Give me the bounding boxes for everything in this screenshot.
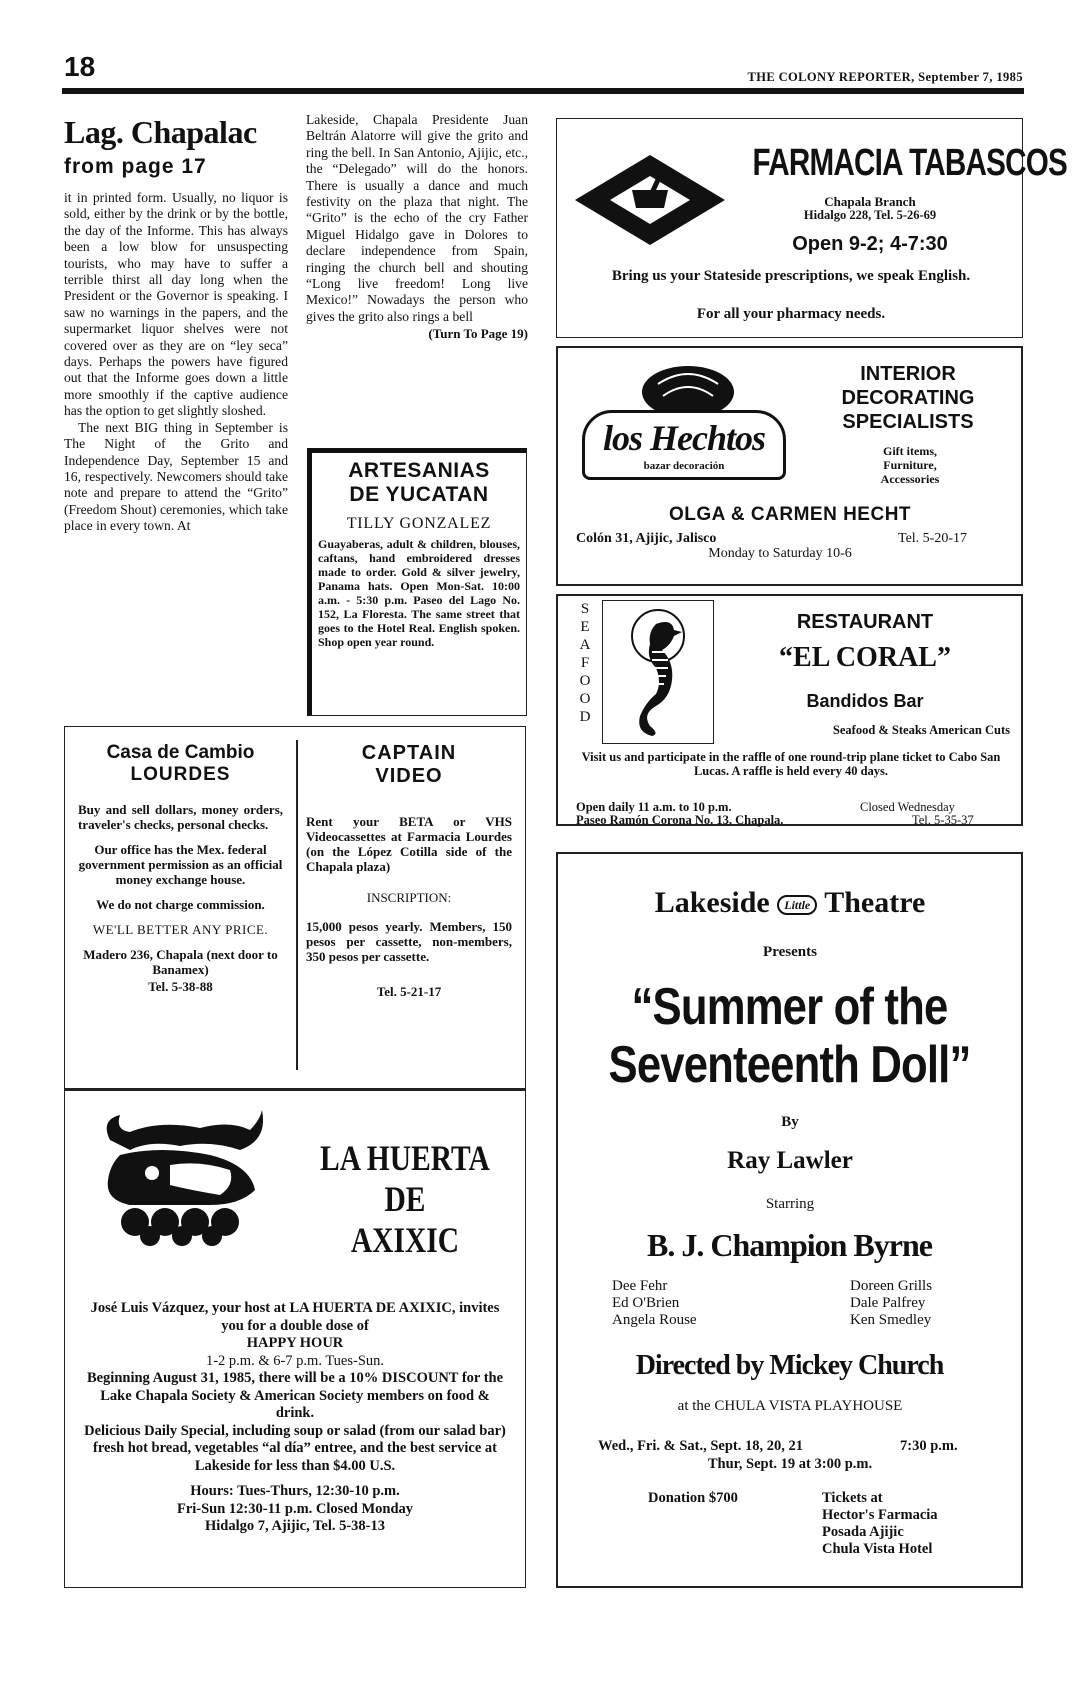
- article-headline: Lag. Chapalac: [64, 114, 257, 150]
- cambio-p1: Buy and sell dollars, money orders, traveler's checks, personal checks.: [78, 802, 283, 832]
- decorating-title-3: SPECIALISTS: [842, 411, 974, 433]
- decorating-logo-sub: bazar decoración: [643, 460, 725, 472]
- decorating-logo-text: los Hechtos: [602, 418, 765, 458]
- huerta-title: [300, 1138, 510, 1261]
- theatre-play-title-1: “Summer of the: [631, 978, 948, 1036]
- theatre-logo-center: Little: [777, 895, 817, 915]
- theatre-play-title-2: Seventeenth Doll”: [608, 1036, 971, 1094]
- farmacia-address: Hidalgo 228, Tel. 5-26-69: [803, 208, 937, 222]
- masthead-rule: [62, 88, 1024, 94]
- restaurant-address: Paseo Ramón Corona No. 13, Chapala.: [576, 813, 784, 827]
- seahorse-icon: [612, 606, 704, 740]
- theatre-by: By: [781, 1114, 799, 1130]
- cambio-title-1: Casa de Cambio: [106, 742, 255, 763]
- article-column-2: [306, 112, 528, 343]
- theatre-author: Ray Lawler: [727, 1147, 853, 1174]
- video-p2: 15,000 pesos yearly. Members, 150 pesos per cassette, non-members, 350 pesos per cassette.: [306, 919, 512, 964]
- theatre-logo: [580, 886, 1000, 922]
- decorating-phone: Tel. 5-20-17: [898, 531, 968, 546]
- farmacia-title: FARMACIA TABASCOS: [752, 142, 1067, 184]
- theatre-venue: at the CHULA VISTA PLAYHOUSE: [677, 1398, 903, 1414]
- article-paragraph: The next BIG thing in September is The Night of the Grito and Independence Day, September 15 and 16, respectively. Newcomers should take note and prepare to attend the “Grito” (Freedom Shout) ceremonies, which take place in every town. At: [64, 419, 288, 534]
- column-divider: [296, 740, 298, 1070]
- video-phone: Tel. 5-21-17: [376, 984, 442, 999]
- tickets-line: Chula Vista Hotel: [822, 1541, 933, 1557]
- turn-to-page: (Turn To Page 19): [428, 326, 528, 342]
- restaurant-name: “EL CORAL”: [779, 642, 951, 673]
- cast-member: Doreen Grills: [850, 1278, 933, 1294]
- decorating-address: Colón 31, Ajijic, Jalisco: [576, 531, 717, 546]
- article-continued: from page 17: [64, 155, 207, 178]
- farmacia-hours: Open 9-2; 4-7:30: [792, 233, 948, 255]
- theatre-director: Directed by Mickey Church: [635, 1350, 944, 1381]
- theatre-cast-left: [612, 1278, 697, 1329]
- restaurant-vertical-word: SEA FOOD: [579, 601, 591, 725]
- ad-artesanias: [307, 448, 527, 716]
- decorating-logo: [574, 364, 794, 494]
- cambio-p3: We do not charge commission.: [96, 897, 265, 912]
- theatre-donation: Donation $700: [648, 1490, 738, 1506]
- tickets-line: Hector's Farmacia: [822, 1507, 938, 1523]
- decorating-item: Accessories: [880, 472, 940, 486]
- pharmacy-mortar-icon: [570, 150, 730, 250]
- decorating-items: [830, 444, 990, 486]
- theatre-time-1: 7:30 p.m.: [900, 1438, 958, 1454]
- restaurant-title: RESTAURANT: [796, 611, 934, 633]
- huerta-address: Hidalgo 7, Ajijic, Tel. 5-38-13: [204, 1518, 386, 1534]
- tickets-line: Tickets at: [822, 1490, 883, 1506]
- theatre-star: B. J. Champion Byrne: [647, 1227, 932, 1263]
- publication-line: THE COLONY REPORTER, September 7, 1985: [747, 70, 1023, 84]
- theatre-dates-2: Thur, Sept. 19 at 3:00 p.m.: [707, 1456, 873, 1472]
- ad-theatre: [556, 852, 1023, 1588]
- huerta-happy-hour: HAPPY HOUR: [246, 1335, 344, 1351]
- restaurant-open: Open daily 11 a.m. to 10 p.m.: [576, 800, 732, 814]
- restaurant-phone: Tel. 5-35-37: [912, 813, 974, 827]
- article-paragraph: Lakeside, Chapala Presidente Juan Beltrán Alatorre will give the grito and ring the bell. In San Antonio, Ajijic, etc., the “Delegado” will do the honors. There is usually a dance and much festivity on the plaza that night. The “Grito” is the echo of the cry Father Miguel Hidalgo gave in Dolores to declare independence from Spain, ringing the church bell and shouting “Long live freedom! Long live Mexico!” Nowadays the person who gives the grito also rings a bell: [306, 112, 528, 324]
- cambio-address: Madero 236, Chapala (next door to Banamex): [83, 947, 278, 977]
- video-title-1: CAPTAIN: [361, 742, 457, 764]
- huerta-intro: José Luis Vázquez, your host at LA HUERTA DE AXIXIC, invites you for a double dose of: [90, 1300, 500, 1334]
- video-title-2: VIDEO: [375, 765, 443, 787]
- huerta-discount: Beginning August 31, 1985, there will be a 10% DISCOUNT for the Lake Chapala Society & American Society members on food & drink.: [86, 1370, 504, 1421]
- video-inscription: INSCRIPTION:: [366, 890, 452, 905]
- huerta-hh-times: 1-2 p.m. & 6-7 p.m. Tues-Sun.: [205, 1352, 385, 1369]
- decorating-item: Furniture,: [883, 458, 937, 472]
- restaurant-raffle: Visit us and participate in the raffle of one round-trip plane ticket to Cabo San Lucas. A raffle is held every 40 days.: [581, 750, 1001, 778]
- huerta-body: [80, 1300, 510, 1536]
- ad-casa-cambio: [78, 742, 283, 994]
- theatre-logo-left: Lakeside: [654, 886, 770, 919]
- theatre-presents: Presents: [763, 944, 817, 960]
- huerta-special: Delicious Daily Special, including soup or salad (from our salad bar) fresh hot bread, vegetables “al día” entree, and the best service at Lakeside for less than $4.00 U.S.: [84, 1422, 506, 1474]
- cast-member: Dee Fehr: [612, 1278, 668, 1294]
- theatre-cast-right: [850, 1278, 932, 1329]
- decorating-item: Gift items,: [883, 444, 937, 458]
- theatre-dates-1: Wed., Fri. & Sat., Sept. 18, 20, 21: [598, 1438, 804, 1454]
- cast-member: Ed O'Brien: [612, 1295, 680, 1311]
- huerta-title-1: LA HUERTA: [320, 1138, 490, 1178]
- theatre-starring: Starring: [765, 1196, 815, 1212]
- decorating-title-1: INTERIOR: [860, 363, 956, 385]
- farmacia-line-2: For all your pharmacy needs.: [696, 306, 886, 322]
- ad-captain-video: [306, 742, 512, 999]
- huerta-title-3: AXIXIC: [350, 1220, 460, 1260]
- video-p1: Rent your BETA or VHS Videocassettes at Farmacia Lourdes (on the López Cotilla side of the Chapala plaza): [306, 814, 512, 874]
- article-column-1: [64, 190, 288, 535]
- restaurant-closed: Closed Wednesday: [860, 800, 955, 814]
- theatre-logo-right: Theatre: [824, 886, 926, 919]
- decorating-hours: Monday to Saturday 10-6: [708, 546, 852, 561]
- page-number: 18: [64, 51, 96, 82]
- cast-member: Angela Rouse: [612, 1312, 697, 1328]
- artesanias-owner: TILLY GONZALEZ: [346, 515, 492, 532]
- cambio-phone: Tel. 5-38-88: [148, 979, 213, 994]
- cambio-p4: WE'LL BETTER ANY PRICE.: [92, 922, 269, 937]
- artesanias-body: Guayaberas, adult & children, blouses, caftans, hand embroidered dresses made to order. Gold & silver jewelry, Panama hats. Open Mon-Sat. 10:00 a.m. - 5:30 p.m. Paseo del Lago No. 152, La Floresta. The same street that goes to the Hotel Real. English spoken. Shop open year round.: [318, 537, 520, 649]
- cast-member: Dale Palfrey: [850, 1295, 926, 1311]
- huerta-hours-1: Hours: Tues-Thurs, 12:30-10 p.m.: [190, 1483, 400, 1499]
- farmacia-line-1: Bring us your Stateside prescriptions, we speak English.: [611, 268, 971, 284]
- article-paragraph: it in printed form. Usually, no liquor is sold, either by the drink or by the bottle, the day of the Informe. This has always been a low blow for unsuspecting tourists, who may have to suffer a terrible thirst all day long when the President or the Governor is speaking. I saw no warnings in the papers, and the supermarket liquor shelves were not covered over as they are on “ley seca” days. Perhaps the powers have figured out that the Informe goes down a little more smoothly if the captive audience has the option to get slightly sloshed.: [64, 190, 288, 419]
- restaurant-subtitle: Bandidos Bar: [806, 691, 924, 711]
- huerta-logo-icon: [90, 1110, 270, 1250]
- theatre-play-title: [562, 978, 1017, 1094]
- artesanias-title-2: DE YUCATAN: [349, 483, 489, 506]
- tickets-line: Posada Ajijic: [822, 1524, 904, 1540]
- huerta-title-2: DE: [384, 1179, 426, 1219]
- decorating-title-2: DECORATING: [841, 387, 975, 409]
- decorating-owners: OLGA & CARMEN HECHT: [668, 504, 912, 525]
- artesanias-title-1: ARTESANIAS: [348, 459, 490, 482]
- farmacia-branch: Chapala Branch: [824, 194, 916, 209]
- cambio-p2: Our office has the Mex. federal government permission as an official money exchange house.: [78, 842, 283, 887]
- decorating-title: [808, 362, 1008, 434]
- restaurant-tagline: Seafood & Steaks American Cuts: [832, 723, 1010, 737]
- cambio-title-2: LOURDES: [130, 764, 231, 785]
- cast-member: Ken Smedley: [850, 1312, 932, 1328]
- huerta-hours-2: Fri-Sun 12:30-11 p.m. Closed Monday: [176, 1500, 414, 1517]
- theatre-tickets: [822, 1490, 938, 1558]
